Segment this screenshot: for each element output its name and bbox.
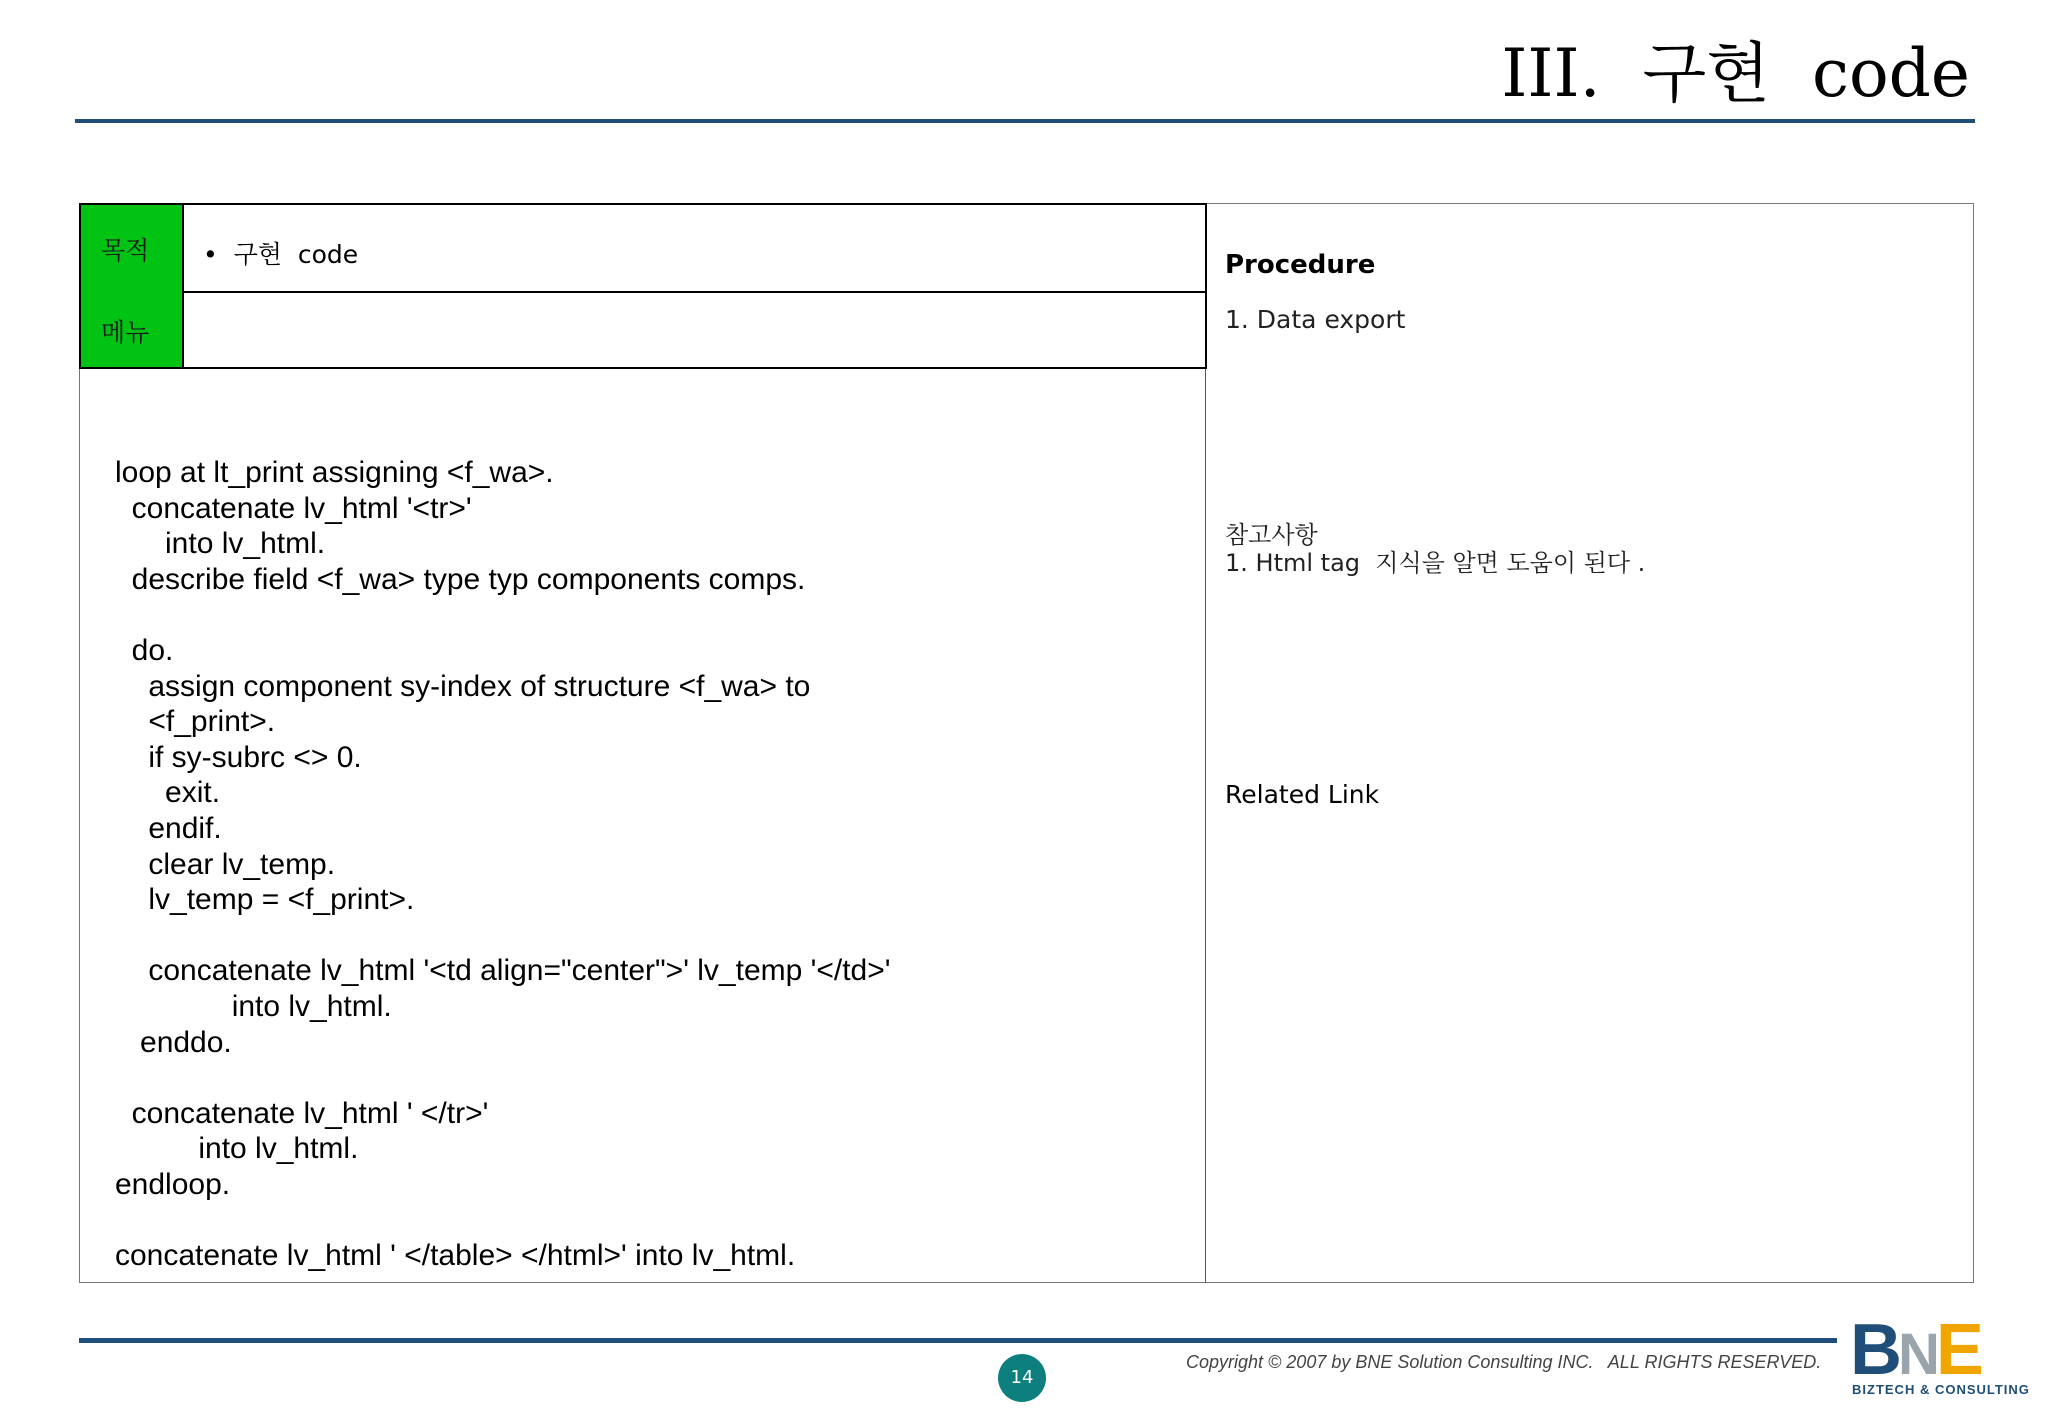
code-block — [115, 455, 891, 1274]
menu-row — [79, 291, 1207, 369]
code-line — [115, 1202, 891, 1238]
logo-letter-n: N — [1898, 1322, 1936, 1387]
code-line: concatenate lv_html '<tr>' — [115, 491, 472, 525]
code-line: concatenate lv_html '<td align="center">' lv_temp '</td>' — [115, 954, 891, 988]
procedure-title: Procedure — [1225, 250, 1376, 280]
logo-letter-b: B — [1850, 1310, 1898, 1390]
purpose-label: 목적 — [81, 205, 184, 291]
page-title: III. 구현 code — [1501, 35, 1970, 112]
page-number-badge: 14 — [998, 1354, 1046, 1402]
code-line: endloop. — [115, 1167, 231, 1201]
related-link-label: Related Link — [1225, 780, 1380, 809]
code-line: if sy-subrc <> 0. — [115, 740, 362, 774]
reference-item: 1. Html tag 지식을 알면 도움이 된다 . — [1225, 549, 1646, 577]
footer-divider — [79, 1338, 1837, 1343]
code-line: loop at lt_print assigning <f_wa>. — [115, 456, 554, 489]
code-line: into lv_html. — [115, 527, 326, 561]
logo-subtitle: BIZTECH & CONSULTING — [1852, 1382, 2030, 1397]
code-line — [115, 918, 891, 954]
code-line: describe field <f_wa> type typ components comps. — [115, 562, 806, 596]
code-line: assign component sy-index of structure <f_wa> to — [115, 669, 811, 703]
procedure-item: 1. Data export — [1225, 305, 1406, 334]
purpose-row — [79, 203, 1207, 293]
purpose-text: 구현 code — [233, 240, 359, 269]
code-line: into lv_html. — [115, 989, 392, 1023]
code-line — [115, 597, 891, 633]
code-line: concatenate lv_html ' </tr>' — [115, 1096, 489, 1130]
code-line: clear lv_temp. — [115, 847, 336, 881]
code-line: concatenate lv_html ' </table> </html>' into lv_html. — [115, 1239, 796, 1273]
header-divider — [75, 119, 1975, 123]
logo-letter-e: E — [1935, 1310, 1980, 1390]
code-line: <f_print>. — [115, 705, 276, 739]
logo-mark — [1850, 1310, 1980, 1391]
code-line: do. — [115, 633, 174, 667]
code-line: endif. — [115, 811, 222, 845]
code-line: enddo. — [115, 1025, 232, 1059]
menu-label: 메뉴 — [81, 291, 184, 367]
reference-title: 참고사항 — [1225, 521, 1318, 549]
bne-logo — [1850, 1310, 2030, 1402]
copyright-text: Copyright © 2007 by BNE Solution Consulting INC. ALL RIGHTS RESERVED. — [1186, 1352, 1822, 1372]
code-line: into lv_html. — [115, 1132, 359, 1166]
code-line: lv_temp = <f_print>. — [115, 883, 415, 917]
code-line: exit. — [115, 776, 221, 810]
purpose-value — [203, 235, 358, 271]
code-line — [115, 1060, 891, 1096]
bullet: • — [203, 240, 218, 269]
